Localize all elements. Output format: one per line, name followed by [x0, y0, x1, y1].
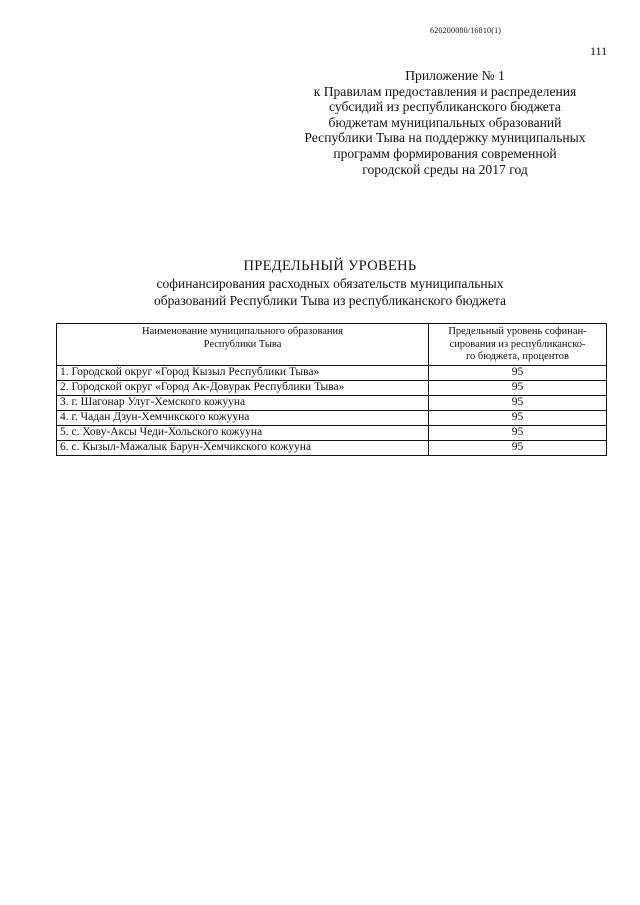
appendix-block	[280, 68, 610, 177]
municipality-name: 6. с. Кызыл-Мажалык Барун-Хемчикского кожууна	[57, 440, 429, 455]
document-heading	[60, 258, 600, 309]
heading-subtitle-line: образований Республики Тыва из республиканского бюджета	[153, 293, 507, 308]
appendix-line: программ формирования современной	[333, 145, 557, 161]
appendix-line: бюджетам муниципальных образований	[328, 114, 562, 130]
appendix-line: городской среды на 2017 год	[362, 161, 528, 177]
limit-value: 95	[429, 380, 607, 395]
limit-value: 95	[429, 365, 607, 380]
column-header-limit-level: Предельный уровень софинан- сирования из республиканско- го бюджета, процентов	[429, 324, 607, 366]
column-header-municipality: Наименование муниципального образования Республики Тыва	[57, 324, 429, 366]
table-header-row	[57, 324, 607, 366]
heading-title: ПРЕДЕЛЬНЫЙ УРОВЕНЬ	[243, 258, 417, 274]
table-row	[57, 380, 607, 395]
appendix-line: субсидий из республиканского бюджета	[329, 99, 561, 115]
municipality-name: 5. с. Хову-Аксы Чеди-Хольского кожууна	[57, 425, 429, 440]
cofinancing-table	[56, 323, 607, 456]
table-row	[57, 365, 607, 380]
page-number: 111	[590, 44, 608, 58]
limit-value: 95	[429, 425, 607, 440]
table-row	[57, 440, 607, 455]
municipality-name: 4. г. Чадан Дзун-Хемчикского кожууна	[57, 410, 429, 425]
appendix-line: Республики Тыва на поддержку муниципальных	[304, 130, 586, 146]
municipality-name: 3. г. Шагонар Улуг-Хемского кожууна	[57, 395, 429, 410]
limit-value: 95	[429, 410, 607, 425]
limit-value: 95	[429, 395, 607, 410]
document-code: 620200080/16810(1)	[430, 26, 502, 35]
municipality-name: 2. Городской округ «Город Ак-Довурак Республики Тыва»	[57, 380, 429, 395]
municipality-name: 1. Городской округ «Город Кызыл Республики Тыва»	[57, 365, 429, 380]
appendix-line: к Правилам предоставления и распределения	[313, 83, 577, 99]
heading-subtitle-line: софинансирования расходных обязательств муниципальных	[156, 276, 504, 291]
table-row	[57, 410, 607, 425]
appendix-title: Приложение № 1	[405, 68, 505, 83]
limit-value: 95	[429, 440, 607, 455]
table-row	[57, 425, 607, 440]
table-row	[57, 395, 607, 410]
